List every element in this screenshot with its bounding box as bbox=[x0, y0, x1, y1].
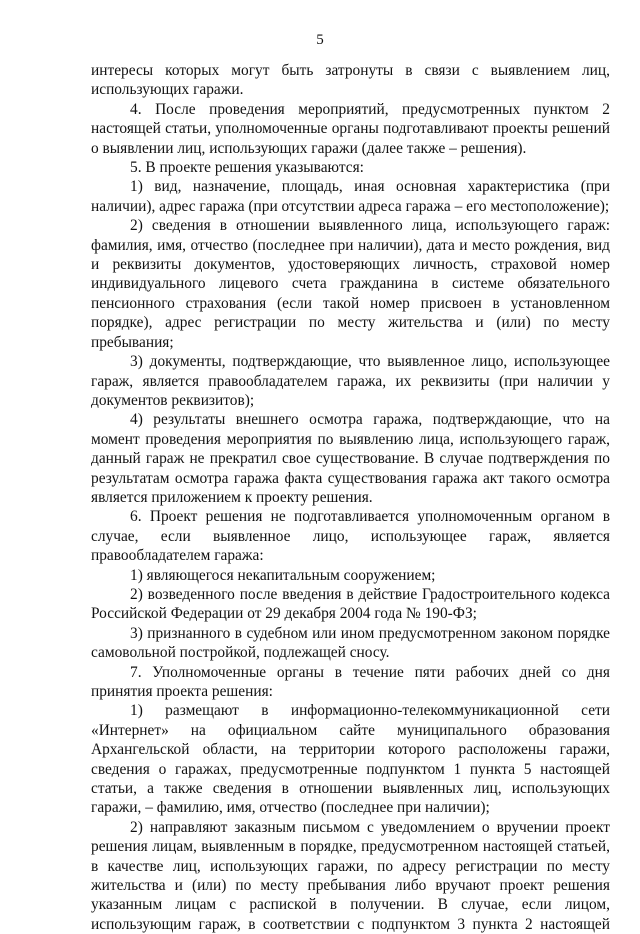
subparagraph-5-3: 3) документы, подтверждающие, что выявленное лицо, использующее гараж, является правообладателем гаража, их реквизиты (при наличии у документов реквизитов); bbox=[91, 353, 610, 409]
paragraph-item-6: 6. Проект решения не подготавливается уполномоченным органом в случае, если выявленное лицо, использующее гараж, является правообладателем гаража: bbox=[91, 508, 610, 565]
subparagraph-7-2: 2) направляют заказным письмом с уведомлением о вручении проект решения лицам, выявленным в порядке, предусмотренном настоящей статьей, в качестве лиц, использующих гаражи, по адресу регистрации по месту жительства и (или) по месту пребывания либо вручают проект решения указанным лицам с распиской в получении. В случае, если лицом, использующим гараж, в соответствии с подпунктом 3 пункта 2 настоящей bbox=[91, 818, 610, 933]
subparagraph-5-1: 1) вид, назначение, площадь, иная основная характеристика (при наличии), адрес гаража (при отсутствии адреса гаража – его местоположение); bbox=[91, 178, 610, 215]
subparagraph-6-3: 3) признанного в судебном или ином предусмотренном законом порядке самовольной постройкой, подлежащей сносу. bbox=[91, 624, 610, 662]
paragraph-item-7: 7. Уполномоченные органы в течение пяти рабочих дней со дня принятия проекта решения: bbox=[91, 663, 610, 700]
subparagraph-7-1: 1) размещают в информационно-телекоммуникационной сети «Интернет» на официальном сайте муниципального образования Архангельской области, на территории которого расположены гаражи, сведения о гаражах, предусмотренные подпунктом 1 пункта 5 настоящей статьи, а также сведения в отношении выявленных лиц, использующих гаражи, – фамилию, имя, отчество (последнее при наличии); bbox=[91, 702, 610, 817]
paragraph-item-4: 4. После проведения мероприятий, предусмотренных пунктом 2 настоящей статьи, уполномоченные органы подготавливают проекты решений о выявлении лиц, использующих гаражи (далее также – решения). bbox=[91, 100, 610, 157]
subparagraph-6-2: 2) возведенного после введения в действие Градостроительного кодекса Российской Федерации от 29 декабря 2004 года № 190-ФЗ; bbox=[91, 585, 610, 623]
document-body bbox=[91, 61, 610, 934]
subparagraph-5-2: 2) сведения в отношении выявленного лица, использующего гараж: фамилия, имя, отчество (последнее при наличии), дата и место рождения, вид и реквизиты документов, удостоверяющих личность, страховой номер индивидуального лицевого счета гражданина в системе обязательного пенсионного страхования (если такой номер присвоен в установленном порядке), адрес регистрации по месту жительства и (или) по месту пребывания; bbox=[91, 217, 610, 351]
subparagraph-5-4: 4) результаты внешнего осмотра гаража, подтверждающие, что на момент проведения мероприятия по выявлению лица, использующего гараж, данный гараж не прекратил свое существование. В случае подтверждения по результатам осмотра гаража факта существования гаража акт такого осмотра является приложением к проекту решения. bbox=[91, 411, 610, 506]
paragraph-item-5: 5. В проекте решения указываются: bbox=[130, 159, 364, 177]
page-number: 5 bbox=[316, 32, 324, 48]
paragraph-continuation: интересы которых могут быть затронуты в связи с выявлением лиц, использующих гаражи. bbox=[91, 62, 610, 99]
subparagraph-6-1: 1) являющегося некапитальным сооружением; bbox=[130, 566, 436, 584]
